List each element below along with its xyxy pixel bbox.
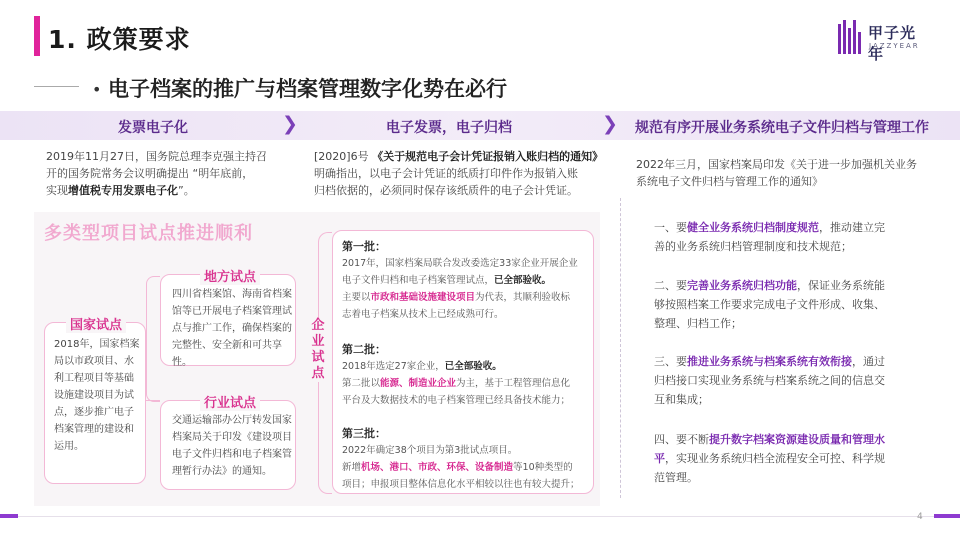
requirement-item-3: 三、要推进业务系统与档案系统有效衔接，通过 归档接口实现业务系统与档案系统之间的信息交 互和集成；: [654, 355, 885, 406]
page-title: 1. 政策要求: [48, 25, 191, 54]
logo-bars-icon: [838, 20, 862, 54]
batch-3-text: 2022年确定38个项目为第3批试点项目。 新增机场、港口、市政、环保、设备制造等10种类型的 项目；申报项目整体信息化水平相较以往也有较大提升；: [342, 445, 580, 490]
pilot-panel-title: 多类型项目试点推进顺利: [44, 223, 253, 244]
chevron-right-icon: ❯: [282, 113, 298, 135]
requirement-item-1: 一、要健全业务系统归档制度规范，推动建立完 善的业务系统归档管理制度和技术规范；: [654, 221, 885, 253]
industry-pilot-label: 行业试点: [200, 392, 260, 411]
section-subtitle: 电子档案的推广与档案管理数字化势在必行: [108, 77, 507, 101]
connector-line: [146, 276, 160, 402]
batch-3-heading: 第三批：: [342, 427, 386, 440]
column-divider: [620, 198, 621, 498]
enterprise-pilot-label: 企 业 试 点: [311, 318, 325, 381]
local-pilot-text: 四川省档案馆、海南省档案 馆等已开展电子档案管理试 点与推广工作，确保档案的 完整性、安全新和可共享性。: [172, 289, 292, 368]
footer-accent-left: [0, 514, 18, 518]
jazzyear-logo: [838, 20, 928, 63]
requirement-item-2: 二、要完善业务系统归档功能，保证业务系统能 够按照档案工作要求完成电子文件形成、收集、 整理、归档工作；: [654, 279, 885, 330]
bullet-icon: •: [92, 80, 102, 99]
banner-label-invoice: 发票电子化: [118, 120, 188, 136]
banner-label-system: 规范有序开展业务系统电子文件归档与管理工作: [635, 120, 929, 136]
title-accent-bar: [34, 16, 40, 56]
industry-pilot-text: 交通运输部办公厅转发国家 档案局关于印发《建设项目 电子文件归档和电子档案管 理暂行办法》的通知。: [172, 415, 292, 477]
footer-accent-right: [934, 514, 960, 518]
batch-2-heading: 第二批：: [342, 343, 386, 356]
logo-text-en: JAZZYEAR: [869, 42, 920, 50]
national-pilot-text: 2018年，国家档案 局以市政项目、水 利工程项目等基础 设施建设项目为试 点，逐步推广电子 档案管理的建设和 运用。: [54, 339, 140, 452]
local-pilot-label: 地方试点: [200, 266, 260, 285]
page-number: 4: [917, 512, 923, 522]
national-pilot-label: 国家试点: [66, 314, 126, 333]
chevron-right-icon: ❯: [602, 113, 618, 135]
invoice-policy-text: 2019年11月27日，国务院总理李克强主持召 开的国务院常务会议明确提出 “明年底前， 实现增值税专用发票电子化”。: [46, 150, 267, 197]
logo-text-cn: 甲子光年: [868, 24, 917, 63]
banner-label-archive: 电子发票，电子归档: [386, 120, 512, 136]
batch-1-heading: 第一批：: [342, 240, 386, 253]
subtitle-rule: [34, 86, 79, 87]
archive-policy-text: [2020]6号 《关于规范电子会计凭证报销入账归档的通知》 明确指出，以电子会计凭证的纸质打印件作为报销入账 归档依据的，必须同时保存该纸质件的电子会计凭证。: [314, 150, 604, 197]
footer-rule: [0, 516, 960, 517]
batch-1-text: 2017年，国家档案局联合发改委选定33家企业开展企业 电子文件归档和电子档案管理试点，已全部验收。 主要以市政和基础设施建设项目为代表，其顺利验收标 志着电子档案从技术上已经成熟可行。: [342, 258, 578, 320]
requirement-item-4: 四、要不断提升数字档案资源建设质量和管理水 平，实现业务系统归档全流程安全可控、科学规 范管理。: [654, 433, 885, 484]
batch-2-text: 2018年选定27家企业，已全部验收。 第二批以能源、制造业企业为主，基于工程管理信息化 平台及大数据技术的电子档案管理已经具备技术能力；: [342, 361, 571, 406]
connector-line: [146, 400, 160, 401]
system-policy-intro: 2022年三月，国家档案局印发《关于进一步加强机关业务 系统电子文件归档与管理工作的通知》: [636, 158, 917, 188]
